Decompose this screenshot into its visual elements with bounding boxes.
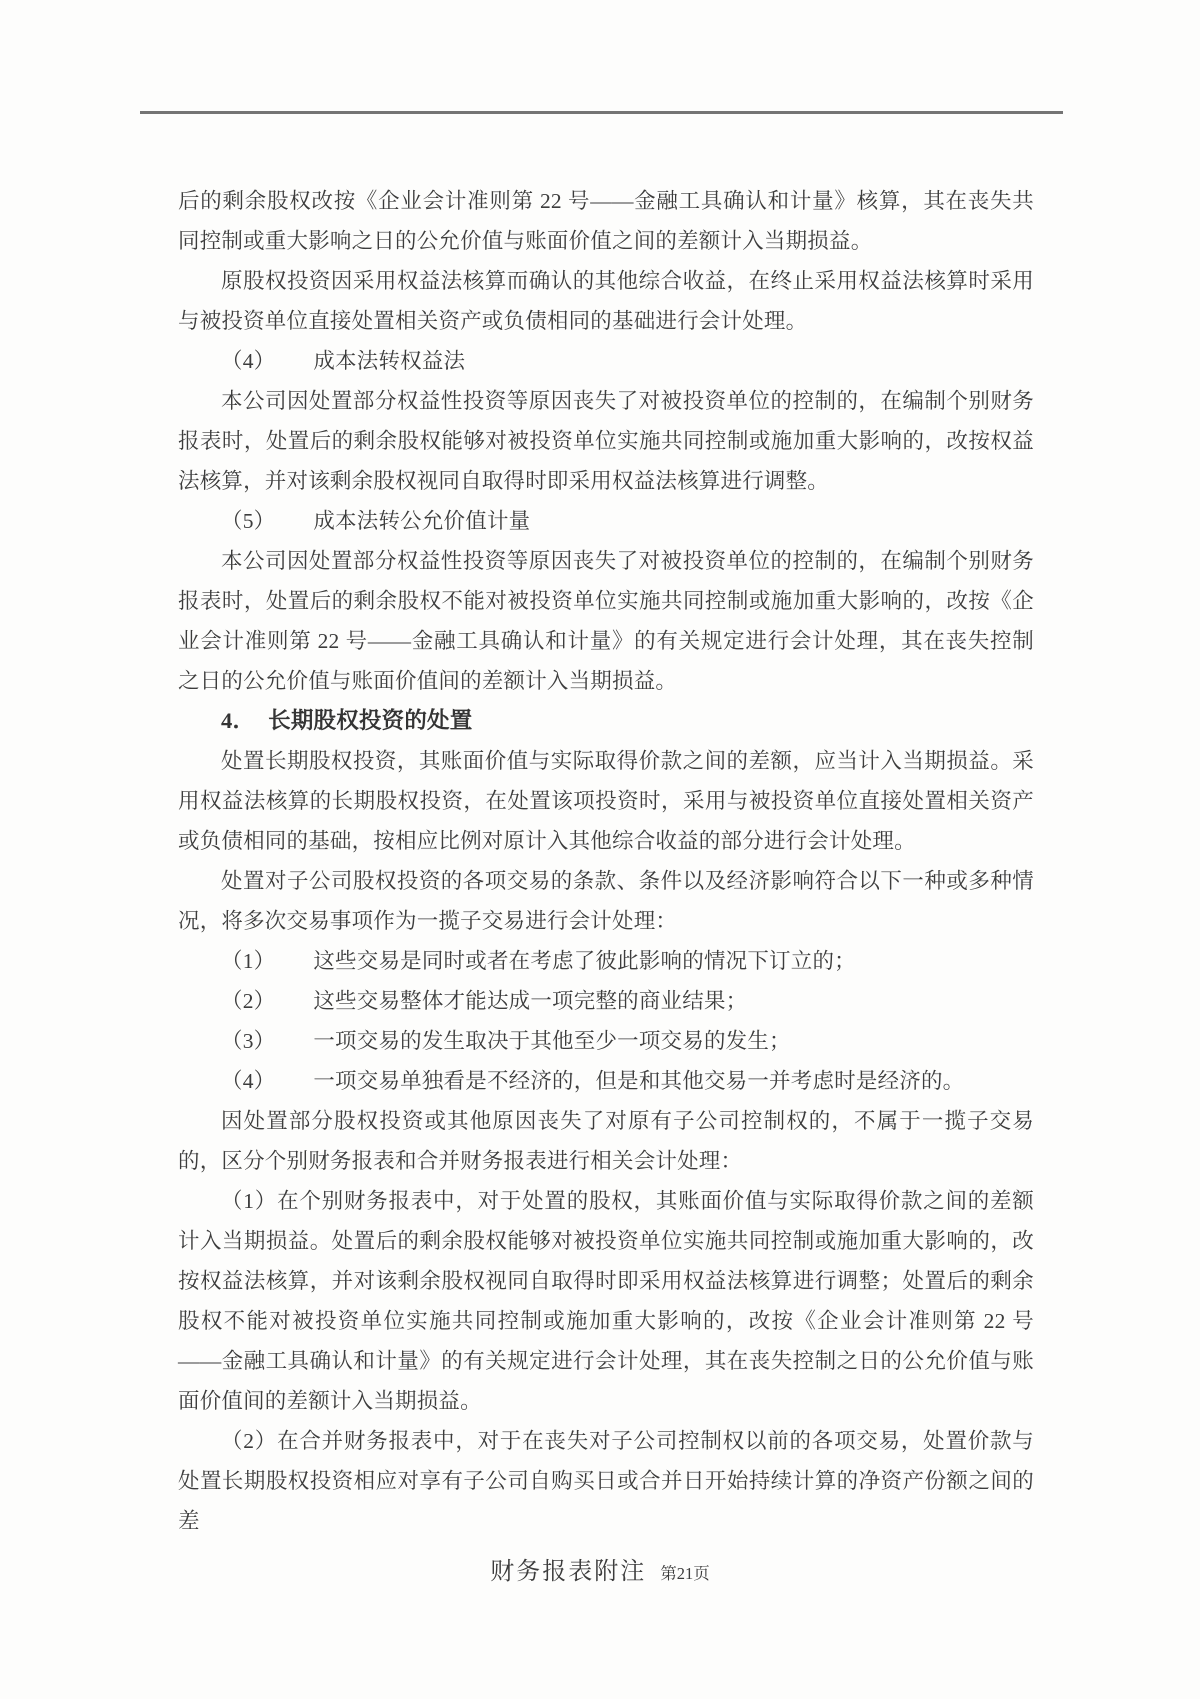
list-text: 这些交易整体才能达成一项完整的商业结果； [313,989,748,1013]
heading-text: 长期股权投资的处置 [268,708,473,733]
paragraph: 因处置部分股权投资或其他原因丧失了对原有子公司控制权的，不属于一揽子交易的，区分个别财务报表和合并财务报表进行相关会计处理： [178,1109,1034,1173]
footer-title: 财务报表附注 [490,1559,647,1585]
list-item [178,941,1034,981]
list-item [178,981,1034,1021]
list-item [178,1061,1034,1101]
paragraph: 本公司因处置部分权益性投资等原因丧失了对被投资单位的控制的，在编制个别财务报表时，处置后的剩余股权不能对被投资单位实施共同控制或施加重大影响的，改按《企业会计准则第 22 号——金融工具确认和计量》的有关规定进行会计处理，其在丧失控制之日的公允价值与账面价值间的差额计入当期损益。 [178,549,1034,693]
paragraph: 处置对子公司股权投资的各项交易的条款、条件以及经济影响符合以下一种或多种情况，将多次交易事项作为一揽子交易进行会计处理： [178,869,1034,933]
list-heading [178,341,1034,381]
header-rule [140,111,1063,114]
paragraph: （2）在合并财务报表中，对于在丧失对子公司控制权以前的各项交易，处置价款与处置长期股权投资相应对享有子公司自购买日或合并日开始持续计算的净资产份额之间的差 [178,1429,1034,1533]
document-body [178,181,1034,1541]
section-heading [178,701,1034,741]
paragraph: 后的剩余股权改按《企业会计准则第 22 号——金融工具确认和计量》核算，其在丧失共同控制或重大影响之日的公允价值与账面价值之间的差额计入当期损益。 [178,189,1034,253]
list-heading [178,501,1034,541]
heading-number: 4． [221,708,256,733]
list-marker: （2） [221,989,276,1013]
page-footer [0,1551,1200,1586]
list-text: 一项交易单独看是不经济的，但是和其他交易一并考虑时是经济的。 [313,1069,965,1093]
list-marker: （4） [221,1069,276,1093]
list-marker: （4） [221,349,276,373]
list-text: 成本法转权益法 [313,349,466,373]
paragraph: 处置长期股权投资，其账面价值与实际取得价款之间的差额，应当计入当期损益。采用权益法核算的长期股权投资，在处置该项投资时，采用与被投资单位直接处置相关资产或负债相同的基础，按相应比例对原计入其他综合收益的部分进行会计处理。 [178,749,1034,853]
list-marker: （5） [221,509,276,533]
paragraph: 本公司因处置部分权益性投资等原因丧失了对被投资单位的控制的，在编制个别财务报表时，处置后的剩余股权能够对被投资单位实施共同控制或施加重大影响的，改按权益法核算，并对该剩余股权视同自取得时即采用权益法核算进行调整。 [178,389,1034,493]
footer-page-number: 第21页 [660,1564,710,1583]
paragraph: （1）在个别财务报表中，对于处置的股权，其账面价值与实际取得价款之间的差额计入当期损益。处置后的剩余股权能够对被投资单位实施共同控制或施加重大影响的，改按权益法核算，并对该剩余股权视同自取得时即采用权益法核算进行调整；处置后的剩余股权不能对被投资单位实施共同控制或施加重大影响的，改按《企业会计准则第 22 号——金融工具确认和计量》的有关规定进行会计处理，其在丧失控制之日的公允价值与账面价值间的差额计入当期损益。 [178,1189,1034,1413]
list-marker: （1） [221,949,276,973]
list-marker: （3） [221,1029,276,1053]
list-text: 这些交易是同时或者在考虑了彼此影响的情况下订立的； [313,949,856,973]
list-text: 一项交易的发生取决于其他至少一项交易的发生； [313,1029,791,1053]
paragraph: 原股权投资因采用权益法核算而确认的其他综合收益，在终止采用权益法核算时采用与被投资单位直接处置相关资产或负债相同的基础进行会计处理。 [178,269,1034,333]
list-text: 成本法转公允价值计量 [313,509,531,533]
list-item [178,1021,1034,1061]
